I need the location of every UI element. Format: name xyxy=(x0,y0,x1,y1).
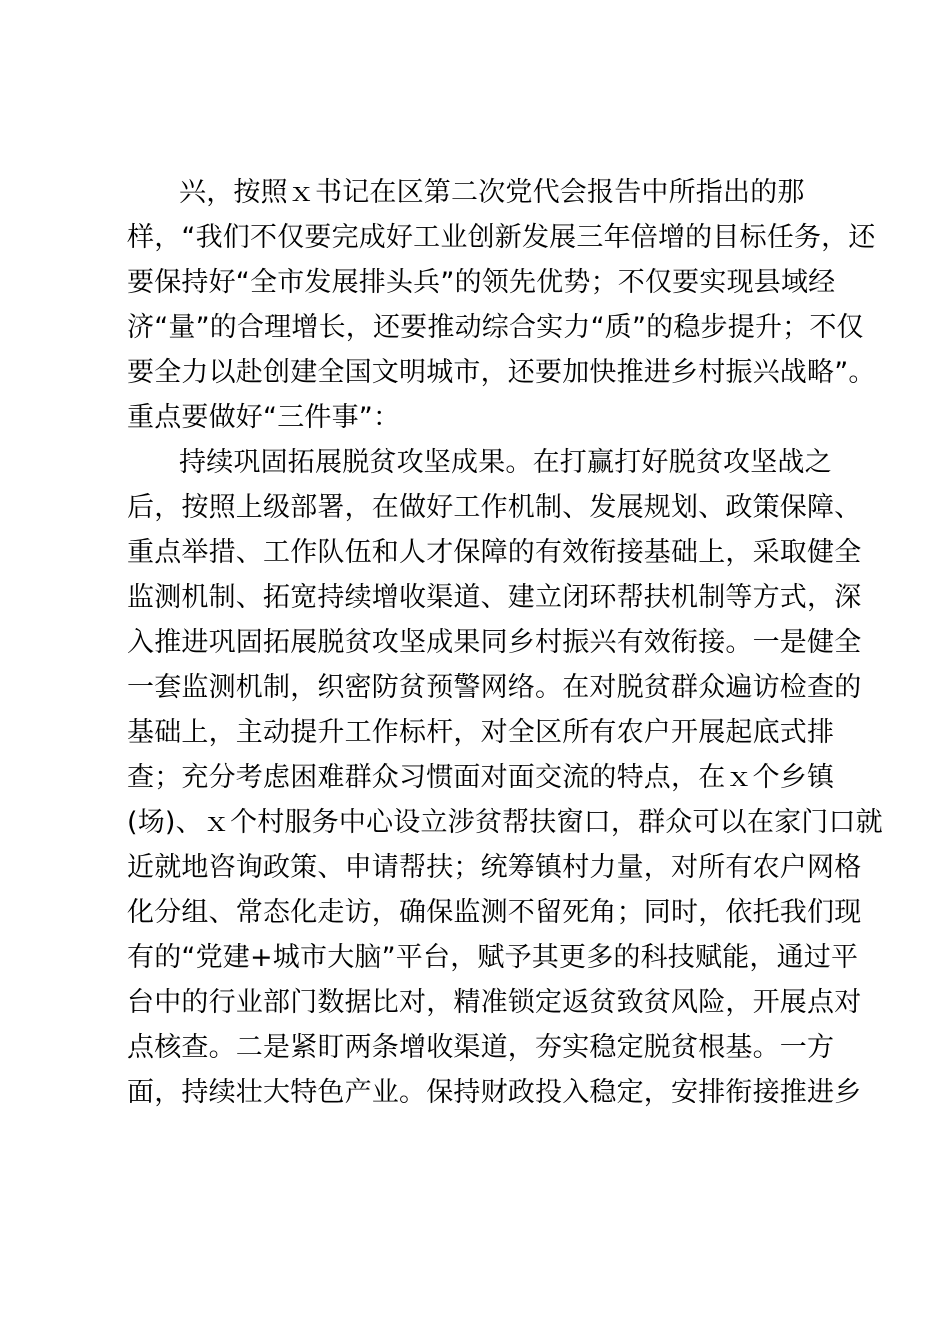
paragraph-2-line-1: 持续巩固拓展脱贫攻坚成果。在打赢打好脱贫攻坚战之 xyxy=(179,447,832,478)
paragraph-1-line-4: 济“量”的合理增长，还要推动综合实力“质”的稳步提升；不仅 xyxy=(127,312,864,343)
paragraph-2-line-10: 近就地咨询政策、申请帮扶；统筹镇村力量，对所有农户网格 xyxy=(127,852,862,883)
paragraph-2-line-8: 查；充分考虑困难群众习惯面对面交流的特点，在ｘ个乡镇 xyxy=(127,762,835,793)
paragraph-2-line-2: 后，按照上级部署，在做好工作机制、发展规划、政策保障、 xyxy=(127,492,862,523)
paragraph-1-line-1: 兴，按照ｘ书记在区第二次党代会报告中所指出的那 xyxy=(179,177,805,208)
paragraph-2-line-13: 台中的行业部门数据比对，精准锁定返贫致贫风险，开展点对 xyxy=(127,987,862,1018)
paragraph-1-line-5: 要全力以赴创建全国文明城市，还要加快推进乡村振兴战略”。 xyxy=(127,357,876,388)
paragraph-1-line-6: 重点要做好“三件事”： xyxy=(127,402,401,433)
paragraph-1-line-2: 样，“我们不仅要完成好工业创新发展三年倍增的目标任务，还 xyxy=(127,222,876,253)
paragraph-2-line-7: 基础上，主动提升工作标杆，对全区所有农户开展起底式排 xyxy=(127,717,835,748)
paragraph-2-line-15: 面，持续壮大特色产业。保持财政投入稳定，安排衔接推进乡 xyxy=(127,1077,862,1108)
paragraph-2-line-9: (场)、ｘ个村服务中心设立涉贫帮扶窗口，群众可以在家门口就 xyxy=(127,807,883,838)
paragraph-2-line-4: 监测机制、拓宽持续增收渠道、建立闭环帮扶机制等方式，深 xyxy=(127,582,862,613)
paragraph-1-line-3: 要保持好“全市发展排头兵”的领先优势；不仅要实现县域经 xyxy=(127,267,836,298)
paragraph-2-line-6: 一套监测机制，织密防贫预警网络。在对脱贫群众遍访检查的 xyxy=(127,672,862,703)
paragraph-2-line-11: 化分组、常态化走访，确保监测不留死角；同时，依托我们现 xyxy=(127,897,862,928)
paragraph-2-line-5: 入推进巩固拓展脱贫攻坚成果同乡村振兴有效衔接。一是健全 xyxy=(127,627,862,658)
paragraph-2-line-3: 重点举措、工作队伍和人才保障的有效衔接基础上，采取健全 xyxy=(127,537,862,568)
paragraph-2-line-12: 有的“党建+城市大脑”平台，赋予其更多的科技赋能，通过平 xyxy=(127,942,859,973)
paragraph-2-line-14: 点核查。二是紧盯两条增收渠道，夯实稳定脱贫根基。一方 xyxy=(127,1032,835,1063)
